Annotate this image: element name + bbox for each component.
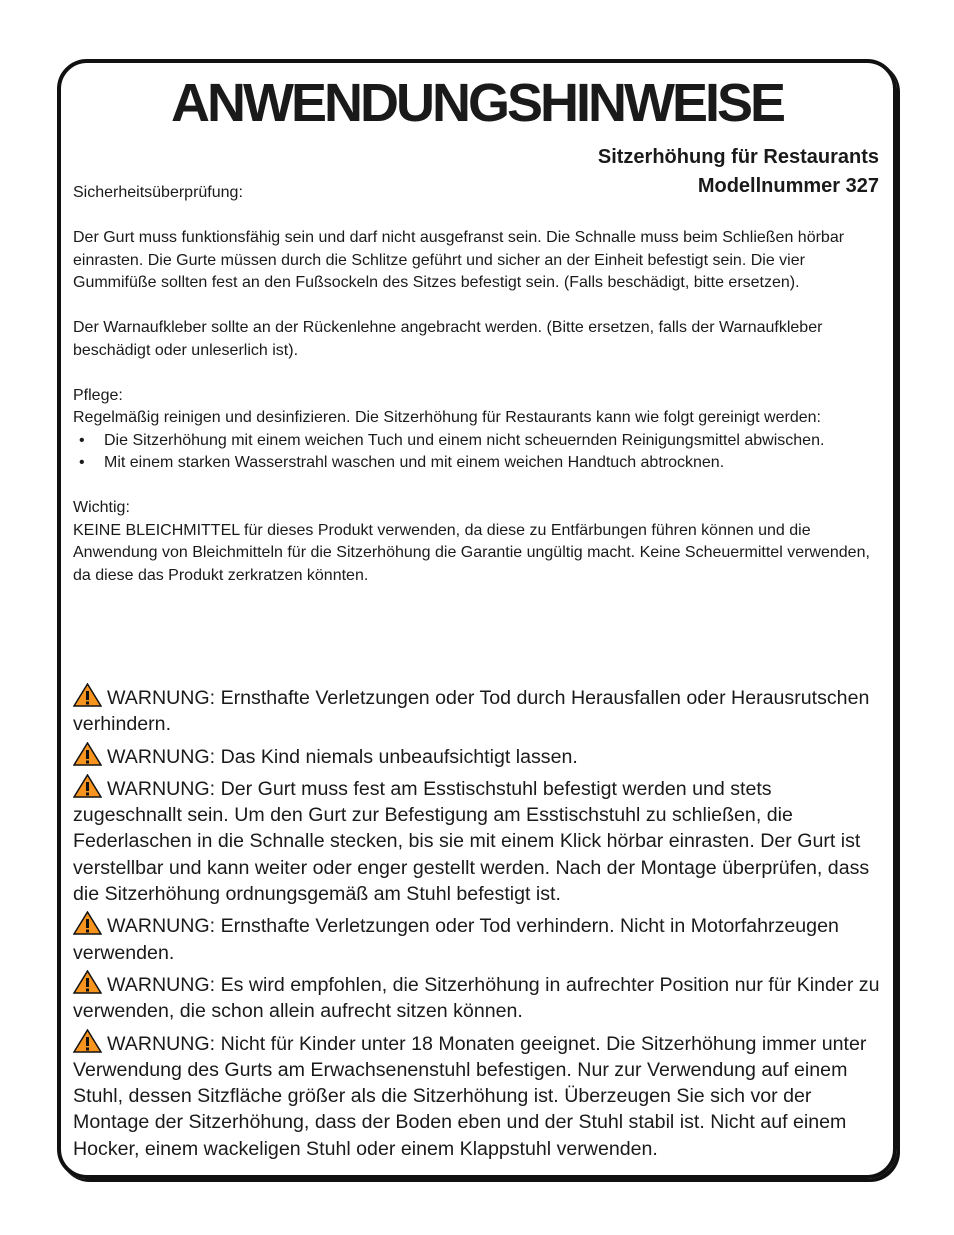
safety-paragraph-1: Der Gurt muss funktionsfähig sein und darf nicht ausgefranst sein. Die Schnalle muss beim Schließen hörbar einrasten. Die Gurte müssen durch die Schlitze geführt und sicher an der Einheit befestigt sein. Die vier Gummifüße sollten fest an den Fußsockeln des Sitzes befestigt sein. (Falls beschädigt, bitte ersetzen). [73, 229, 845, 291]
safety-heading: Sicherheitsüberprüfung: [73, 184, 243, 201]
warning-triangle-icon [73, 911, 102, 935]
safety-paragraph-2: Der Warnaufkleber sollte an der Rückenlehne angebracht werden. (Bitte ersetzen, falls der Warnaufkleber beschädigt oder unleserlich ist). [73, 319, 823, 359]
warning-item: WARNUNG: Nicht für Kinder unter 18 Monaten geeignet. Die Sitzerhöhung immer unter Verwendung des Gurts am Erwachsenenstuhl befestigen. Nur zur Verwendung auf einem Stuhl, dessen Sitzfläche größer als die Sitzerhöhung ist. Überzeugen Sie sich vor der Montage der Sitzerhöhung, dass der Boden eben und der Stuhl stabil ist. Nicht auf einem Hocker, einem wackeligen Stuhl oder einem Klappstuhl verwenden. [73, 1029, 883, 1162]
warning-item: WARNUNG: Es wird empfohlen, die Sitzerhöhung in aufrechter Position nur für Kinder zu verwenden, die schon allein aufrecht sitzen können. [73, 970, 883, 1025]
model-number: Modellnummer 327 [697, 175, 879, 197]
bullet-icon: • [79, 454, 85, 471]
warning-triangle-icon [73, 742, 102, 766]
warning-triangle-icon [73, 970, 102, 994]
warning-item: WARNUNG: Das Kind niemals unbeaufsichtigt lassen. [73, 742, 883, 770]
important-text: KEINE BLEICHMITTEL für dieses Produkt verwenden, da diese zu Entfärbungen führen können und die Anwendung von Bleichmitteln für die Sitzerhöhung die Garantie ungültig macht. Keine Scheuermittel verwenden, da diese das Produkt zerkratzen könnten. [73, 521, 870, 584]
important-heading: Wichtig: [73, 499, 130, 516]
product-name: Sitzerhöhung für Restaurants [597, 146, 879, 168]
warning-item: WARNUNG: Ernsthafte Verletzungen oder Tod verhindern. Nicht in Motorfahrzeugen verwenden. [73, 911, 883, 966]
bullet-icon: • [79, 431, 85, 449]
instructions-body [73, 182, 883, 587]
care-intro: Regelmäßig reinigen und desinfizieren. Die Sitzerhöhung für Restaurants kann wie folgt gereinigt werden: [73, 409, 821, 426]
list-item: • Mit einem starken Wasserstrahl waschen und mit einem weichen Handtuch abtrocknen. [73, 452, 883, 475]
warning-triangle-icon [73, 683, 102, 707]
warning-triangle-icon [73, 774, 102, 798]
page-title: ANWENDUNGSHINWEISE [170, 73, 783, 133]
warning-item: WARNUNG: Der Gurt muss fest am Esstischstuhl befestigt werden und stets zugeschnallt sein. Um den Gurt zur Befestigung am Esstischstuhl zu schließen, die Federlaschen in die Schnalle stecken, bis sie mit einem Klick hörbar einrasten. Der Gurt ist verstellbar und kann weiter oder enger gestellt werden. Nach der Montage überprüfen, dass die Sitzerhöhung ordnungsgemäß am Stuhl befestigt ist. [73, 774, 883, 907]
care-list [73, 430, 883, 475]
list-item: • Die Sitzerhöhung mit einem weichen Tuch und einem nicht scheuernden Reinigungsmittel abwischen. [73, 430, 883, 453]
warning-triangle-icon [73, 1029, 102, 1053]
warning-item: WARNUNG: Ernsthafte Verletzungen oder Tod durch Herausfallen oder Herausrutschen verhindern. [73, 683, 883, 738]
care-heading: Pflege: [73, 386, 123, 404]
warnings-list [73, 683, 883, 1166]
